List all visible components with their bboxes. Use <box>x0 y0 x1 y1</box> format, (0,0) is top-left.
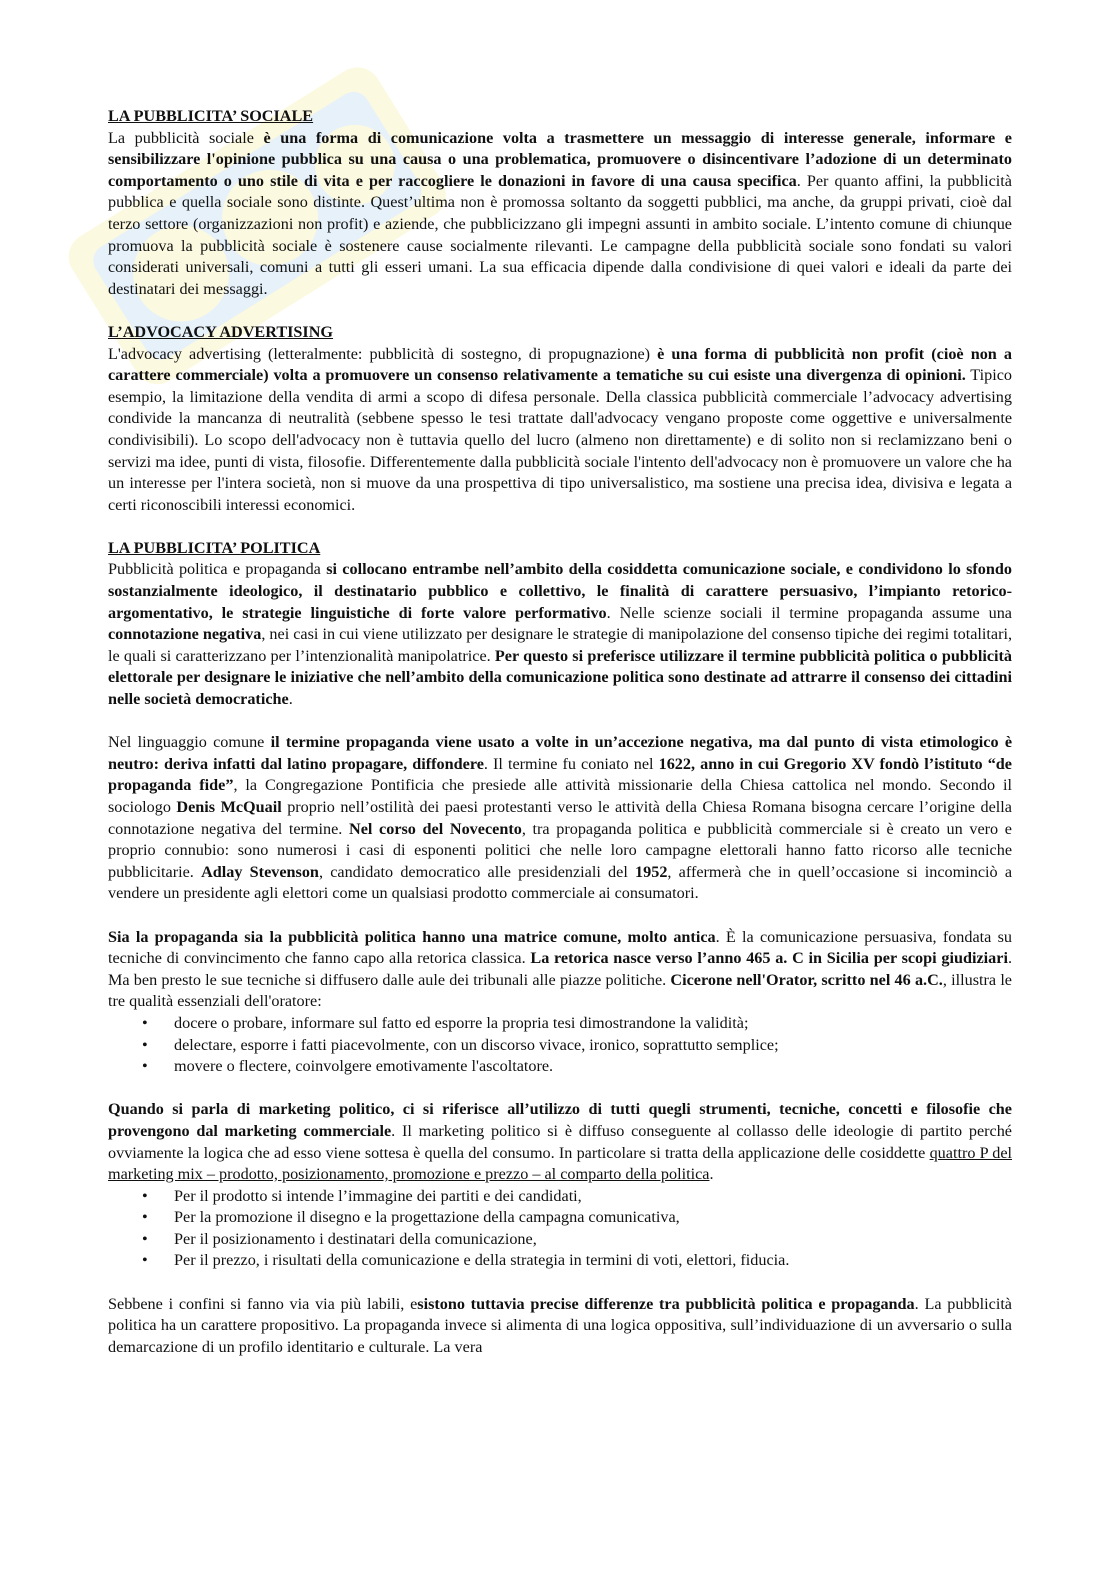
paragraph-differenze-propaganda: Sebbene i confini si fanno via via più labili, esistono tuttavia precise differenze tra pubblicità politica e propaganda. La pubblicità politica ha un carattere propositivo. La propaganda invece si alimenta di una logica oppositiva, sull’individuazione di un avversario o sulla demarcazione di un profilo identitario e culturale. La vera <box>108 1294 1012 1356</box>
list-qualita-oratore <box>108 1013 1012 1078</box>
paragraph-pubblicita-politica-intro: Pubblicità politica e propaganda si collocano entrambe nell’ambito della cosiddetta comunicazione sociale, e condividono lo sfondo sostanzialmente ideologico, il destinatario pubblico e collettivo, le finalità di carattere persuasivo, l’impianto retorico-argomentativo, le strategie linguistiche di forte valore performativo. Nelle scienze sociali il termine propaganda assume una connotazione negativa, nei casi in cui viene utilizzato per designare le strategie di manipolazione del consenso tipiche dei regimi totalitari, le quali si caratterizzano per l’intenzionalità manipolatrice. Per questo si preferisce utilizzare il termine pubblicità politica o pubblicità elettorale per designare le iniziative che nell’ambito della comunicazione politica sono destinate ad attrarre il consenso dei cittadini nelle società democratiche. <box>108 560 1013 709</box>
list-item: • Per il prezzo, i risultati della comunicazione e della strategia in termini di voti, elettori, fiducia. <box>108 1250 1012 1272</box>
list-item: • delectare, esporre i fatti piacevolmente, con un discorso vivace, ironico, soprattutto semplice; <box>108 1035 1012 1057</box>
document-body <box>108 106 1012 1358</box>
list-item: • Per il posizionamento i destinatari della comunicazione, <box>108 1229 1012 1251</box>
paragraph-pubblicita-sociale: La pubblicità sociale è una forma di comunicazione volta a trasmettere un messaggio di interesse generale, informare e sensibilizzare l'opinione pubblica su una causa o una problematica, promuovere o disincentivare l’adozione di un determinato comportamento o uno stile di vita e per raccogliere le donazioni in favore di una causa specifica. Per quanto affini, la pubblicità pubblica e quella sociale sono distinte. Quest’ultima non è promossa soltanto da soggetti pubblici, ma anche, da gruppi privati, cioè dal terzo settore (organizzazioni non profit) e aziende, che pubblicizzano gli impegni assunti in ambito sociale. L’intento comune di chiunque promuova la pubblicità sociale è sostenere cause socialmente rilevanti. Le campagne della pubblicità sociale sono fondati su valori considerati universali, comuni a tutti gli esseri umani. La sua efficacia dipende dalla condivisione di quei valori e ideali da parte dei destinatari dei messaggi. <box>108 128 1012 298</box>
paragraph-propaganda-etimologia: Nel linguaggio comune il termine propaganda viene usato a volte in un’accezione negativa, ma dal punto di vista etimologico è neutro: deriva infatti dal latino propagare, diffondere. Il termine fu coniato nel 1622, anno in cui Gregorio XV fondò l’istituto “de propaganda fide”, la Congregazione Pontificia che presiede alle attività missionarie della Chiesa cattolica nel mondo. Secondo il sociologo Denis McQuail proprio nell’ostilità dei paesi protestanti verso le attività della Chiesa Romana bisogna cercare l’origine della connotazione negativa del termine. Nel corso del Novecento, tra propaganda politica e pubblicità commerciale si è creato un vero e proprio connubio: sono numerosi i casi di esponenti politici che nelle loro campagne elettorali hanno fatto ricorso alle tecniche pubblicitarie. Adlay Stevenson, candidato democratico alle presidenziali del 1952, affermerà che in quell’occasione si incominciò a vendere un presidente agli elettori come un qualsiasi prodotto commerciale ai consumatori. <box>108 733 1013 903</box>
list-item: • movere o flectere, coinvolgere emotivamente l'ascoltatore. <box>108 1056 1012 1078</box>
list-item: • docere o probare, informare sul fatto ed esporre la propria tesi dimostrandone la validità; <box>108 1013 1012 1035</box>
paragraph-marketing-politico: Quando si parla di marketing politico, ci si riferisce all’utilizzo di tutti quegli strumenti, tecniche, concetti e filosofie che provengono dal marketing commerciale. Il marketing politico si è diffuso conseguente al collasso delle ideologie di partito perché ovviamente la logica che ad esso viene sottesa è quella del consumo. In particolare si tratta della applicazione delle cosiddette quattro P del marketing mix – prodotto, posizionamento, promozione e prezzo – al comparto della politica. <box>108 1100 1013 1184</box>
list-quattro-p <box>108 1186 1012 1272</box>
section-heading-pubblicita-politica: LA PUBBLICITA’ POLITICA <box>108 538 321 557</box>
section-heading-pubblicita-sociale: LA PUBBLICITA’ SOCIALE <box>108 107 314 125</box>
list-item: • Per la promozione il disegno e la progettazione della campagna comunicativa, <box>108 1207 1012 1229</box>
paragraph-retorica-classica: Sia la propaganda sia la pubblicità politica hanno una matrice comune, molto antica. È la comunicazione persuasiva, fondata su tecniche di convincimento che fanno capo alla retorica classica. La retorica nasce verso l’anno 465 a. C in Sicilia per scopi giudiziari. Ma ben presto le sue tecniche si diffusero dalle aule dei tribunali alle piazze politiche. Cicerone nell'Orator, scritto nel 46 a.C., illustra le tre qualità essenziali dell'oratore: <box>108 927 1013 1011</box>
section-heading-advocacy-advertising: L’ADVOCACY ADVERTISING <box>108 322 334 341</box>
paragraph-advocacy-advertising: L'advocacy advertising (letteralmente: pubblicità di sostegno, di propugnazione) è una forma di pubblicità non profit (cioè non a carattere commerciale) volta a promuovere un consenso relativamente a tematiche su cui esiste una divergenza di opinioni. Tipico esempio, la limitazione della vendita di armi a scopo di difesa personale. Della classica pubblicità commerciale l’advocacy advertising condivide la mancanza di neutralità (sebbene spesso le tesi trattate dall'advocacy vengano proposte come oggettive e universalmente condivisibili). Lo scopo dell'advocacy non è tuttavia quello del lucro (almeno non direttamente) e di solito non si reclamizzano beni o servizi ma idee, punti di vista, filosofie. Differentemente dalla pubblicità sociale l'intento dell'advocacy non è promuovere un valore che ha un interesse per l'intera società, non si muove da una prospettiva di tipo universalistico, ma sostiene una precisa idea, divisiva e legata a certi riconoscibili interessi economici. <box>108 344 1012 514</box>
list-item: • Per il prodotto si intende l’immagine dei partiti e dei candidati, <box>108 1186 1012 1208</box>
